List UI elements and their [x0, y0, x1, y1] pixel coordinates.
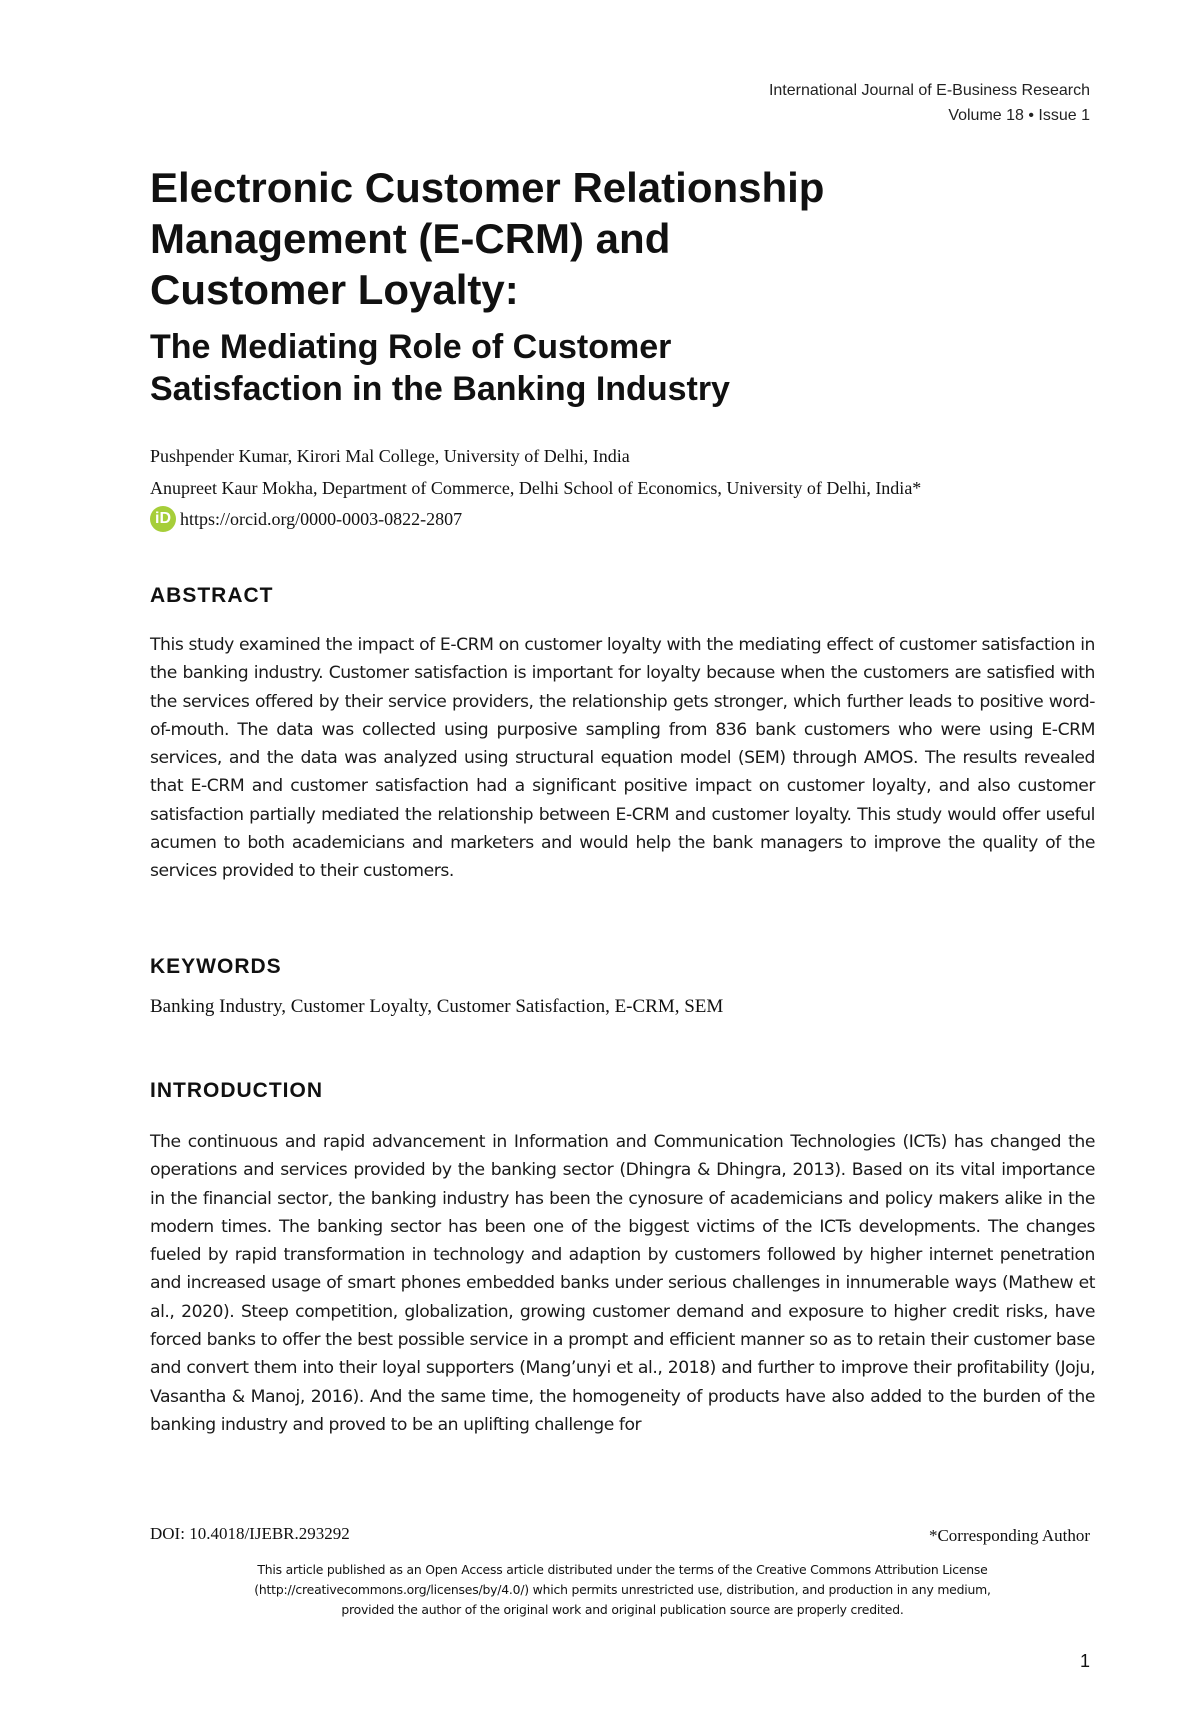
license-line: (http://creativecommons.org/licenses/by/4.0/) which permits unrestricted use, distribution, and production in any medium, — [254, 1582, 991, 1597]
orcid-link[interactable]: https://orcid.org/0000-0003-0822-2807 — [180, 508, 463, 529]
author-2: Anupreet Kaur Mokha, Department of Commerce, Delhi School of Economics, University of Delhi, India* — [150, 478, 922, 498]
introduction-text: The continuous and rapid advancement in Information and Communication Technologies (ICTs) has changed the operations and services provided by the banking sector (Dhingra & Dhingra, 2013). Based on its vital importance in the financial sector, the banking industry has been the cynosure of academicians and policy makers alike in the modern times. The banking sector has been one of the biggest victims of the ICTs developments. The changes fueled by rapid transformation in technology and adaption by customers followed by higher internet penetration and increased usage of smart phones embedded banks under serious challenges in innumerable ways (Mathew et al., 2020). Steep competition, globalization, growing customer demand and exposure to higher credit risks, have forced banks to offer the best possible service in a prompt and efficient manner so as to retain their customer base and convert them into their loyal supporters (Mang’unyi et al., 2018) and further to improve their profitability (Joju, Vasantha & Manoj, 2016). And the same time, the homogeneity of products have also added to the burden of the banking industry and proved to be an uplifting challenge for — [150, 1132, 1095, 1435]
article-title — [150, 162, 1050, 315]
introduction-heading: INTRODUCTION — [150, 1079, 323, 1102]
orcid-icon: iD — [150, 506, 176, 532]
keywords-text: Banking Industry, Customer Loyalty, Customer Satisfaction, E-CRM, SEM — [150, 996, 724, 1017]
journal-header — [769, 78, 1090, 128]
abstract-text: This study examined the impact of E-CRM on customer loyalty with the mediating effect of customer satisfaction in the banking industry. Customer satisfaction is important for loyalty because when the customers are satisfied with the services offered by their service providers, the relationship gets stronger, which further leads to positive word-of-mouth. The data was collected using purposive sampling from 836 bank customers who were using E-CRM services, and the data was analyzed using structural equation model (SEM) through AMOS. The results revealed that E-CRM and customer satisfaction had a significant positive impact on customer loyalty, and also customer satisfaction partially mediated the relationship between E-CRM and customer loyalty. This study would offer useful acumen to both academicians and marketers and would help the bank managers to improve the quality of the services provided to their customers. — [150, 635, 1095, 882]
abstract-heading: ABSTRACT — [150, 584, 274, 607]
page-number: 1 — [1079, 1651, 1090, 1671]
keywords-heading: KEYWORDS — [150, 955, 282, 978]
volume-issue: Volume 18 • Issue 1 — [948, 107, 1090, 124]
license-line: This article published as an Open Access article distributed under the terms of the Creative Commons Attribution License — [257, 1562, 988, 1577]
corresponding-author-note: *Corresponding Author — [928, 1526, 1090, 1545]
subtitle-line: The Mediating Role of Customer — [150, 328, 672, 366]
title-line: Customer Loyalty: — [150, 266, 519, 313]
doi: DOI: 10.4018/IJEBR.293292 — [150, 1524, 350, 1543]
license-line: provided the author of the original work and original publication source are properly credited. — [341, 1602, 904, 1617]
journal-name: International Journal of E-Business Research — [768, 82, 1090, 99]
title-line: Management (E-CRM) and — [150, 215, 671, 262]
orcid-row — [150, 504, 1110, 534]
license-notice — [150, 1560, 1095, 1620]
title-line: Electronic Customer Relationship — [150, 164, 825, 211]
article-subtitle — [150, 326, 1050, 410]
author-list — [150, 440, 1110, 534]
author-1: Pushpender Kumar, Kirori Mal College, University of Delhi, India — [150, 446, 630, 466]
subtitle-line: Satisfaction in the Banking Industry — [150, 370, 730, 408]
